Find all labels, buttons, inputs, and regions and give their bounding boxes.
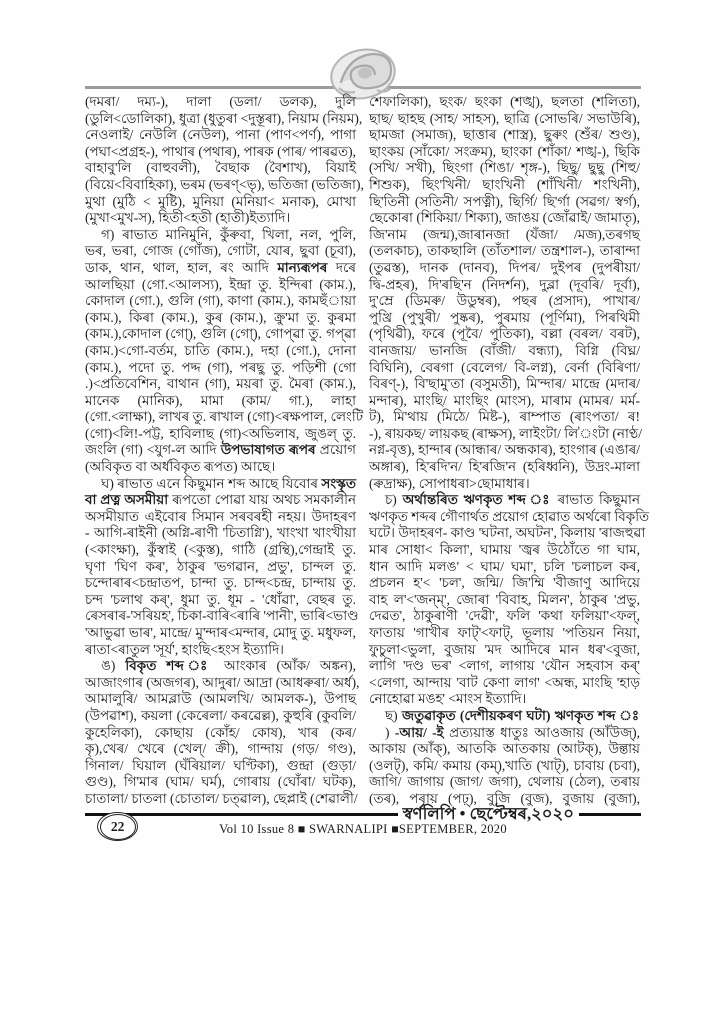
text-line: লাগি 'দণ্ড ভৰ' <লাগ, লাগায় 'যৌন সহবাস কৰ্' xyxy=(369,658,640,674)
text-line: (তলকাচ), তাকছালি (তাঁতশাল/ তন্ত্ৰশাল-), তাৰান্দা xyxy=(369,243,640,259)
text-line: নোহোৱা মঙহ' <মাংস ইত্যাদি। xyxy=(369,691,527,707)
footer-rule-row xyxy=(85,804,641,824)
text-line: (অবিকৃত বা অৰ্ধবিকৃত ৰূপত) আছে। xyxy=(85,459,276,475)
text-line: কোদাল (গো.), গুলি (গা), কাণা (কাম.), কামছঁায়া xyxy=(85,293,356,309)
text-line: নেওলাই/ নেউলি (নেউল), পানা (পাণ<পৰ্ণ), পাগা xyxy=(85,127,356,143)
text-line: শিশুক), ছিং'খিনী/ ছাংখিনী (শাঁখিনী/ শংখিনী), xyxy=(369,176,640,192)
text-line: ডাক, থান, থাল, হাল, ৰং আদি মান্যৰূপৰ দৰে xyxy=(85,259,356,275)
text-line: ধান আদি মলঙ' < ঘাম/ ঘমা', চলি 'চলাচল কৰ, xyxy=(369,558,640,574)
text-line: অঙ্গাৰ), হি'ৰদি'ন/ হি'ৰজি'ন (হৰিধ্বনি), উদ্ৰং-মালা xyxy=(369,459,640,475)
text-line: চন্দোৰাৰ<চন্দ্ৰাতপ, চান্দা তু. চান্দ<চন্দ্ৰ, চান্দায় তু. xyxy=(85,575,356,591)
text-line: প্ৰচলন হ'< 'চল', জন্মি/ জি'ম্মি 'বীজাণু আদিয়ে xyxy=(369,575,640,591)
text-line: (সখি/ সখী), ছিংগা (শিঙা/ শৃঙ্গ-), ছিছু/ ছুছু (শিহু/ xyxy=(369,160,640,176)
text-line: মাৰ সোধা< কিলা', ঘামায় 'জ্বৰ উঠোঁতে গা ঘাম, xyxy=(369,542,640,558)
text-line: (তুৱস্ত), দানক (দানব), দিপৰ/ দুইপৰ (দুপৰীয়া/ xyxy=(369,259,640,275)
text-line: নগ্ন-বৃত্ত), হান্দাৰ (আন্ধাৰ/ অন্ধকাৰ), হাংগাৰ (এঙাৰ/ xyxy=(369,442,640,458)
text-line: ট), মি'থায় (মিঠে/ মিষ্ট-), ৰাম্পাত (ৰাংপতা/ ৰ! xyxy=(369,409,640,425)
left-column xyxy=(85,94,364,808)
text-line: মানেক (মানিক), মামা (কাম/ গা.), লাহা xyxy=(85,392,356,408)
text-line: ঘটে। উদাহৰণ- কাণ্ড 'ঘটনা, অঘটন', কিলায় 'ৰাজহুৱা xyxy=(369,525,646,541)
text-line: ৰাতা<ৰাতুল 'সূৰ্য', হাংছি<হংস ইত্যাদি। xyxy=(85,641,284,657)
text-line: ভৰ, ভৰা, গোজ (গোঁজ), গোটা, যোৰ, ছুবা (চূবা), xyxy=(85,243,356,259)
page-content xyxy=(85,0,650,1024)
text-line: (ওলট্), কমি/ কমায় (কম্),খাতি (খাট্), চাবায় (চবা), xyxy=(369,757,640,773)
text-line: অসমীয়াত এইবোৰ সিমান সৰবৰহী নহয়। উদাহৰণ xyxy=(85,508,356,524)
text-line: মুথা (মুঠি < মুষ্টি), মুনিয়া (মনিয়া< মনাক), মোখা xyxy=(85,193,356,209)
text-line: বাহ ল'<'জন্ম্', জোৰা 'বিবাহ, মিলন', ঠাকুৰ 'প্ৰভু, xyxy=(369,591,640,607)
text-line: (কাম.), কিৰা (কাম.), কুৰ (কাম.), ক্ৰু'মা তু. কুৰমা xyxy=(85,309,356,325)
text-line: -), ৰায়কছ/ লায়কছ (ৰাক্ষস), লাইংটা/ লি'ংটা (নাণ্ঠ/ xyxy=(369,425,642,441)
text-line: (পঘা<প্ৰগ্ৰহ-), পাথাৰ (পথাৰ), পাৰক (পাৰ/ পাৰৱত), xyxy=(85,143,356,159)
right-column xyxy=(369,94,650,808)
text-line: গিনাল/ ঘিয়াল (ঘঁৰিয়াল/ ঘণ্টিকা), গুন্দ্ৰা (গুড়া/ xyxy=(85,757,356,773)
text-line: ঘ) ৰাভাত এনে কিছুমান শব্দ আছে যিবোৰ সংস্কৃত xyxy=(101,475,356,491)
text-line: 'আভুৱা ভাৰ', মান্দ্ৰে/ মু'ন্দাৰ<মন্দাৰ, মোদু তু. মধুফল, xyxy=(85,625,356,640)
text-line: ফুচুলা<ভুলা, বুজায় 'মদ আদিৰে মান ধৰ'<বুজা, xyxy=(369,641,640,657)
text-line: গুণ্ড), গি'মাৰ (ঘাম/ ঘৰ্ম), গোৰায় (ঘোঁৰা/ ঘটক), xyxy=(85,774,356,790)
text-line: দু'ম্ৰে (ডিমৰু/ উডুম্বৰ), পছৰ (প্ৰসাদ), পাখাৰ/ xyxy=(369,293,640,309)
text-line: আমালুৰি/ আমব্লাউ (আমলখি/ আমলক-), উপাছ xyxy=(85,691,356,707)
text-line: কৃ),খেৰ/ খেৰে (খেল্/ ক্ৰী), গান্দায় (গড়/ গণ্ড), xyxy=(85,741,356,757)
text-line: বানজায়/ ভানজি (বাঁজী/ বন্ধ্যা), বিগ্নি (বিঘ্ন/ xyxy=(369,342,640,358)
journal-name-assamese: স্বৰ্ণলিপি • ছেপ্টেম্বৰ,২০২০ xyxy=(402,804,574,823)
text-line: (তৰ), পৰায় (পঢ়্), বুজি (বুজ), বুজায় (বুজা), xyxy=(369,790,640,806)
text-line: ছেকোৰা (শিকিয়া/ শিক্যা), জাঙয় (জোঁৱাই/ জামাতৃ), xyxy=(369,210,640,226)
text-line: (দমৰা/ দম্য-), দালা (ডলা/ ডলক), দুলি xyxy=(85,94,356,109)
text-line: (গো)<লি!-পট্ট, হাবিলাছ (গা)<অভিলাষ, জুঙল্ তু. xyxy=(85,425,356,441)
text-line: বিঘিনি), বেৰগা (বেলেগ/ বি-লগ্ন), বেৰ্না (বিৰিণা/ xyxy=(369,359,640,375)
text-line: ফাতায় 'গাখীৰ ফাট্'<ফাট্, ভূলায় 'পতিয়ন নিয়া, xyxy=(369,625,640,640)
text-line: শেফালিকা), ছংক/ ছংকা (শঙ্খ), ছলতা (শলিতা), xyxy=(369,94,640,109)
text-line: (গো.<লাক্ষা), লাখৰ তু. ৰাখাল (গো)<ৰক্ষপাল, লেংটি xyxy=(85,409,364,425)
text-line: চ) অৰ্থান্তৰিত ঋণকৃত শব্দ ঃ ৰাভাত কিছুমান xyxy=(385,492,641,508)
text-line: (<কাংক্ষা), কুঁস্বাই (<কুস্ত), গাঠি (গ্ৰন্থি),গেন্দ্ৰাই তু. xyxy=(85,542,356,558)
text-line: চাতালা/ চাতলা (চোতাল/ চত্ৱাল), ছেপ্লাই (শেৱালী/ xyxy=(85,790,358,806)
text-line: দ্বি-প্ৰহৰ), দি'ৰছি'ন (নিদৰ্শন), দুব্লা (দূবৰি/ দূৰ্বা), xyxy=(369,276,640,292)
text-line: ছাছ/ ছাহছ (সাহ/ সাহস), ছাত্ৰি (সোভৰি/ সভাউৰি), xyxy=(369,110,640,126)
text-line: বা প্ৰত্ন অসমীয়া ৰূপতো পোৱা যায় অথচ সমকালীন xyxy=(85,492,356,508)
text-line: ছাংকয় (সাঁকো/ সংক্ৰম), ছাংকা (শাঁকা/ শঙ্খ-), ছিকি xyxy=(369,143,640,159)
page-number: 22 xyxy=(100,814,136,840)
text-line: - আগি-ৰাইনী (অগ্নি-ৰাণী 'চিতাগ্নি'), খাংখা খাংখীয়া xyxy=(85,525,356,541)
text-line: গ) ৰাভাত মানিমুনি, কুঁৰুবা, খিলা, নল, পুলি, xyxy=(101,226,356,242)
text-line: ঋণকৃত শব্দৰ গৌণাৰ্থত প্ৰয়োগ হোৱাত অৰ্থৰো বিকৃতি xyxy=(369,508,650,524)
text-line: (বিয়ে<বিবাহিকা), ভৰম (ভৰণ্<ভৃ), ভতিজা (ভতিজা), xyxy=(85,176,364,192)
text-line: <লেগা, আন্দায় 'বাট কেণা লাগ' <অন্ধ, মাংছি 'হাড় xyxy=(369,674,640,690)
footer-rule-left xyxy=(85,813,398,816)
text-line: (ৰুদ্ৰাক্ষ), সোপাধৰা>ছোমাধাৰ। xyxy=(369,475,530,491)
text-line: আলছিয়া (গো.<আলস্য), ইন্দ্ৰা তু. ইন্দিৰা (কাম.), xyxy=(85,276,356,292)
text-line: ঘৃণা 'ঘিণ কৰ', ঠাকুৰ 'ভগৱান, প্ৰভু', চান্দল তু. xyxy=(85,558,356,574)
volume-issue-line: Vol 10 Issue 8 ■ SWARNALIPI ■SEPTEMBER, 2020 xyxy=(219,822,507,836)
text-line: (ডুলি<ডোলিকা), ধুত্ৰা (ধুতুৰা <দুস্তূৰা), নিয়াম (নিয়ম), xyxy=(85,110,363,126)
text-line: (কাম.),কোদাল (গো্), গুলি (গো্), গোপ্ৱা তু. গপ্ৱা xyxy=(85,326,356,342)
footer-rule-right xyxy=(579,813,641,816)
text-line: আজাংগাৰ (অজগৰ), আদুৰা/ আদ্ৰা (আধৰুৰা/ অৰ্ধ), xyxy=(85,674,360,690)
text-line: ৰেসৰাৰ-'সৰিয়হ', চিকা-বাৰি<ৰাৰি 'পানী', ভাৰি<ভাণ্ড xyxy=(85,608,359,624)
text-line: (উপৱাশ), কয়লা (কেৰেলা/ কৰৱেল্ল), কুহুৰি (কুবলি/ xyxy=(85,707,356,723)
text-line: (পৃথিৱী), ফৰে (পূবৈ/ পুতিকা), বল্লা (বৰল/ বৰট), xyxy=(369,326,640,342)
text-line: আকায় (আঁক্), আতকি আতকায় (আটক্), উল্তায় xyxy=(369,741,640,757)
text-line: ছামজা (সমাজ), ছাত্তাৰ (শাস্ত্ৰ), ছুৰুং (শুঁৰ/ শুণ্ড), xyxy=(369,127,640,143)
text-line: জাগি/ জাগায় (জাগ/ জগা), থেলায় (ঠেল), তৰায় xyxy=(369,774,640,790)
text-columns xyxy=(85,94,650,808)
text-line: বিৰণ্-), বি'ছামু'তা (বসুমতী), মি'ন্দাৰ/ মান্দ্ৰে (মদাৰ/ xyxy=(369,376,640,392)
text-line: ছ) জতুৱাকৃত (দেশীয়কৰণ ঘটা) ঋণকৃত শব্দ ঃ xyxy=(385,707,640,723)
text-line: পুখ্ৰি (পুখুৰী/ পুষ্কৰ), পুৰমায় (পূৰ্ণিমা), পিৰথিমী xyxy=(369,309,640,325)
text-line: (কাম.), পদো তু. পদ্দ (গা), পৰছু তু. পড়িশী (গো xyxy=(85,359,356,375)
text-line: মন্দাৰ), মাংছি/ মাংছিং (মাংস), মাৰাম (মামৰ/ মৰ্ম- xyxy=(369,392,640,408)
text-line: কুহেলিকা), কোছায় (কোঁহ/ কোষ), খাৰ (কৰ/ xyxy=(85,724,356,740)
text-line: ) -আয়/ -ই প্ৰত্যয়াস্ত ধাতুঃ আওজায় (আঁউজ্), xyxy=(385,724,641,740)
text-line: (মুখা<মুখ-স), হিতী<হতী (হাতী)ইত্যাদি। xyxy=(85,210,291,226)
text-line: জংলি (গা) <যুগ-ল আদি উপভাষাগত ৰূপৰ প্ৰয়োগ xyxy=(85,442,356,458)
text-line: ছি'তিনী (সতিনী/ সপত্নী), ছিৰ্গি/ ছি'ৰ্গা (সৱগ/ স্বৰ্গ), xyxy=(369,193,640,209)
text-line: বাহাবু'লি (বাহুবলী), বৈছাক (বৈশাখ), বিয়াই xyxy=(85,160,356,176)
text-line: (কাম.)<গো-বৰ্তম, চাতি (কাম.), দহা (গো.), দোনা xyxy=(85,342,356,358)
text-line: জি'নাম (জন্ম),জাৰানজা (যঁজা/ /মজ),তৰগছ xyxy=(369,226,640,242)
text-line: চন্দ 'চলাথ কৰ্', ধুমা তু. ধূম - 'ধোঁৱা', বেছৰ তু. xyxy=(85,591,356,607)
text-line: .)<প্ৰতিবেশিন, বাথান (গা), ময়ৰা তু. মৈৰা (কাম.), xyxy=(85,376,356,392)
text-line: দেৱত', ঠাকুৰাণী 'দেৱী', ফলি 'কথা ফলিয়া'<ফল্, xyxy=(369,608,640,624)
text-line: ঙ) বিকৃত শব্দ ঃ আংকাৰ (আঁক/ অঙ্কন), xyxy=(101,658,356,674)
